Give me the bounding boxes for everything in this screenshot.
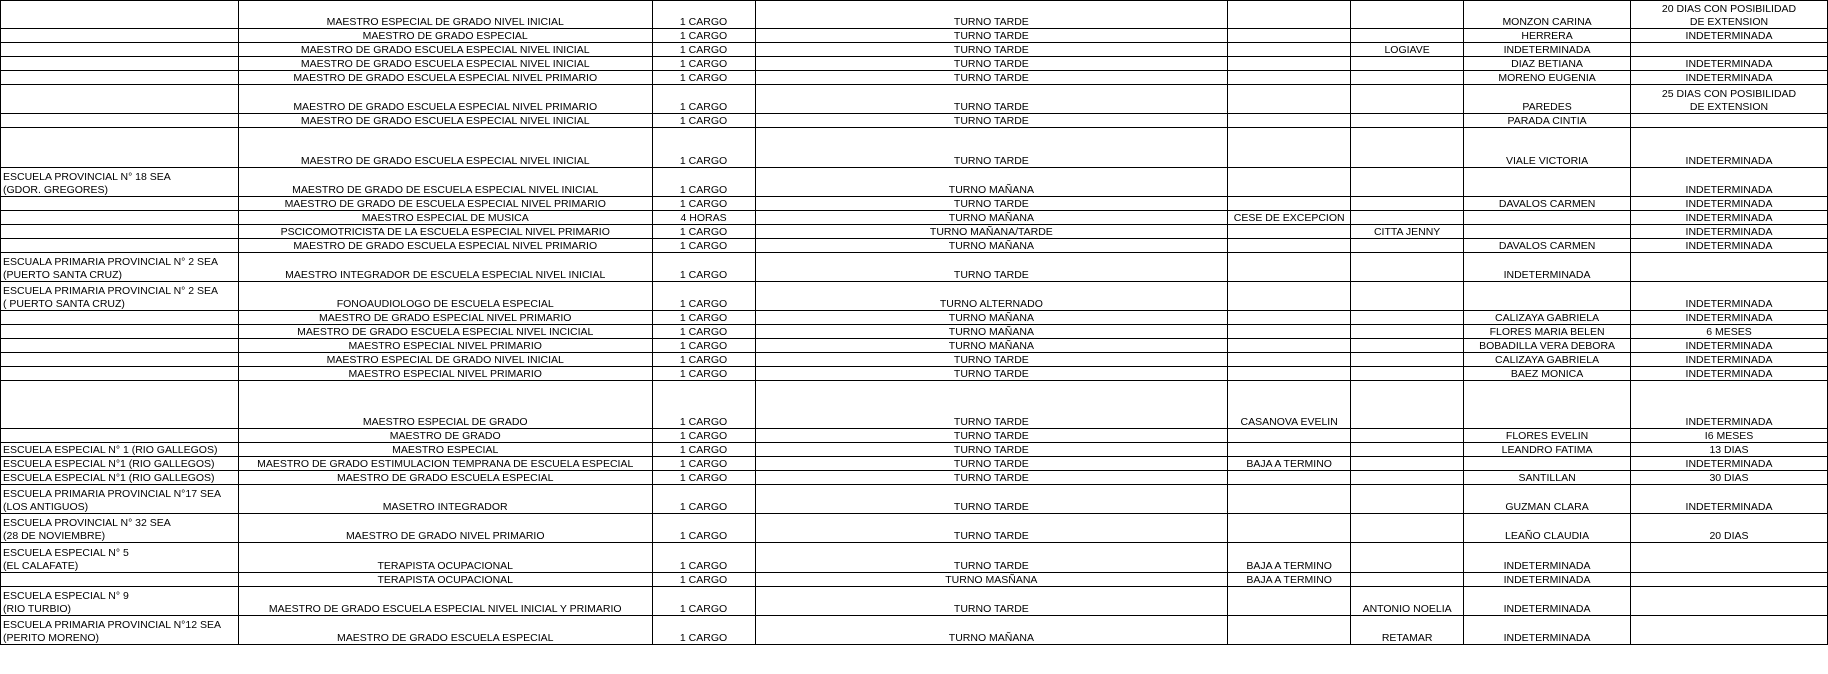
quantity-cell[interactable]: 1 CARGO bbox=[652, 471, 755, 485]
reason-cell[interactable] bbox=[1228, 471, 1351, 485]
shift-cell[interactable]: TURNO MAÑANA bbox=[755, 239, 1228, 253]
table-row bbox=[1, 353, 1828, 367]
holder-cell[interactable] bbox=[1351, 543, 1464, 573]
position-cell[interactable]: FONOAUDIOLOGO DE ESCUELA ESPECIAL bbox=[238, 282, 652, 311]
school-cell[interactable]: ESCUELA ESPECIAL N° 9 (RIO TURBIO) bbox=[1, 587, 239, 616]
reason-cell[interactable] bbox=[1228, 587, 1351, 616]
reason-cell[interactable] bbox=[1228, 114, 1351, 128]
shift-cell[interactable]: TURNO TARDE bbox=[755, 443, 1228, 457]
position-cell[interactable]: TERAPISTA OCUPACIONAL bbox=[238, 543, 652, 573]
holder-cell[interactable]: RETAMAR bbox=[1351, 616, 1464, 645]
duration-cell[interactable] bbox=[1631, 43, 1828, 57]
quantity-cell[interactable]: 1 CARGO bbox=[652, 225, 755, 239]
holder-cell[interactable]: LOGIAVE bbox=[1351, 43, 1464, 57]
shift-cell[interactable]: TURNO TARDE bbox=[755, 429, 1228, 443]
holder-cell[interactable] bbox=[1351, 114, 1464, 128]
table-row bbox=[1, 168, 1828, 197]
quantity-cell[interactable]: 1 CARGO bbox=[652, 587, 755, 616]
shift-cell[interactable]: TURNO TARDE bbox=[755, 128, 1228, 168]
table-row bbox=[1, 57, 1828, 71]
reason-cell[interactable] bbox=[1228, 253, 1351, 282]
school-cell[interactable] bbox=[1, 197, 239, 211]
replacement-cell[interactable]: INDETERMINADA bbox=[1464, 587, 1631, 616]
quantity-cell[interactable]: 1 CARGO bbox=[652, 485, 755, 514]
shift-cell[interactable]: TURNO ALTERNADO bbox=[755, 282, 1228, 311]
replacement-cell[interactable]: CALIZAYA GABRIELA bbox=[1464, 311, 1631, 325]
table-row bbox=[1, 381, 1828, 429]
quantity-cell[interactable]: 1 CARGO bbox=[652, 253, 755, 282]
school-cell[interactable]: ESCUELA PRIMARIA PROVINCIAL N°17 SEA (LOS ANTIGUOS) bbox=[1, 485, 239, 514]
quantity-cell[interactable]: 1 CARGO bbox=[652, 282, 755, 311]
duration-cell[interactable]: INDETERMINADA bbox=[1631, 457, 1828, 471]
quantity-cell[interactable]: 1 CARGO bbox=[652, 339, 755, 353]
holder-cell[interactable] bbox=[1351, 282, 1464, 311]
reason-cell[interactable] bbox=[1228, 85, 1351, 114]
position-cell[interactable]: MAESTRO DE GRADO ESCUELA ESPECIAL NIVEL PRIMARIO bbox=[238, 85, 652, 114]
reason-cell[interactable] bbox=[1228, 168, 1351, 197]
school-cell[interactable]: ESCUELA PROVINCIAL N° 18 SEA (GDOR. GREGORES) bbox=[1, 168, 239, 197]
reason-cell[interactable] bbox=[1228, 325, 1351, 339]
position-cell[interactable]: MAESTRO ESPECIAL DE GRADO bbox=[238, 381, 652, 429]
duration-cell[interactable]: INDETERMINADA bbox=[1631, 128, 1828, 168]
replacement-cell[interactable]: PARADA CINTIA bbox=[1464, 114, 1631, 128]
replacement-cell[interactable] bbox=[1464, 168, 1631, 197]
school-cell[interactable]: ESCUALA PRIMARIA PROVINCIAL N° 2 SEA (PUERTO SANTA CRUZ) bbox=[1, 253, 239, 282]
school-cell[interactable] bbox=[1, 239, 239, 253]
shift-cell[interactable]: TURNO TARDE bbox=[755, 485, 1228, 514]
school-cell[interactable]: ESCUELA ESPECIAL N° 5 (EL CALAFATE) bbox=[1, 543, 239, 573]
shift-cell[interactable]: TURNO MAÑANA bbox=[755, 168, 1228, 197]
holder-cell[interactable] bbox=[1351, 197, 1464, 211]
replacement-cell[interactable] bbox=[1464, 225, 1631, 239]
holder-cell[interactable] bbox=[1351, 71, 1464, 85]
position-cell[interactable]: MAESTRO ESPECIAL NIVEL PRIMARIO bbox=[238, 339, 652, 353]
duration-cell[interactable]: INDETERMINADA bbox=[1631, 367, 1828, 381]
duration-cell[interactable]: 20 DIAS CON POSIBILIDAD DE EXTENSION bbox=[1631, 1, 1828, 29]
holder-cell[interactable] bbox=[1351, 85, 1464, 114]
quantity-cell[interactable]: 1 CARGO bbox=[652, 457, 755, 471]
reason-cell[interactable] bbox=[1228, 71, 1351, 85]
quantity-cell[interactable]: 1 CARGO bbox=[652, 29, 755, 43]
duration-cell[interactable]: INDETERMINADA bbox=[1631, 29, 1828, 43]
table-row bbox=[1, 443, 1828, 457]
shift-cell[interactable]: TURNO TARDE bbox=[755, 587, 1228, 616]
duration-cell[interactable]: INDETERMINADA bbox=[1631, 239, 1828, 253]
position-cell[interactable]: PSCICOMOTRICISTA DE LA ESCUELA ESPECIAL NIVEL PRIMARIO bbox=[238, 225, 652, 239]
reason-cell[interactable] bbox=[1228, 57, 1351, 71]
replacement-cell[interactable]: LEANDRO FATIMA bbox=[1464, 443, 1631, 457]
shift-cell[interactable]: TURNO TARDE bbox=[755, 57, 1228, 71]
replacement-cell[interactable]: BAEZ MONICA bbox=[1464, 367, 1631, 381]
position-cell[interactable]: MAESTRO DE GRADO ESCUELA ESPECIAL NIVEL PRIMARIO bbox=[238, 71, 652, 85]
position-cell[interactable]: MAESTRO DE GRADO bbox=[238, 429, 652, 443]
duration-cell[interactable]: INDETERMINADA bbox=[1631, 282, 1828, 311]
table-row bbox=[1, 253, 1828, 282]
shift-cell[interactable]: TURNO TARDE bbox=[755, 367, 1228, 381]
replacement-cell[interactable] bbox=[1464, 211, 1631, 225]
duration-cell[interactable]: I6 MESES bbox=[1631, 429, 1828, 443]
reason-cell[interactable]: BAJA A TERMINO bbox=[1228, 457, 1351, 471]
school-cell[interactable] bbox=[1, 353, 239, 367]
position-cell[interactable]: MAESTRO DE GRADO ESTIMULACION TEMPRANA DE ESCUELA ESPECIAL bbox=[238, 457, 652, 471]
quantity-cell[interactable]: 1 CARGO bbox=[652, 85, 755, 114]
quantity-cell[interactable]: 1 CARGO bbox=[652, 197, 755, 211]
table-row bbox=[1, 616, 1828, 645]
holder-cell[interactable] bbox=[1351, 471, 1464, 485]
school-cell[interactable] bbox=[1, 85, 239, 114]
replacement-cell[interactable]: INDETERMINADA bbox=[1464, 43, 1631, 57]
duration-cell[interactable]: INDETERMINADA bbox=[1631, 339, 1828, 353]
quantity-cell[interactable]: 1 CARGO bbox=[652, 114, 755, 128]
quantity-cell[interactable]: 1 CARGO bbox=[652, 128, 755, 168]
shift-cell[interactable]: TURNO TARDE bbox=[755, 253, 1228, 282]
table-row bbox=[1, 471, 1828, 485]
table-row bbox=[1, 429, 1828, 443]
position-cell[interactable]: MAESTRO DE GRADO ESCUELA ESPECIAL NIVEL INICIAL bbox=[238, 114, 652, 128]
holder-cell[interactable] bbox=[1351, 239, 1464, 253]
school-cell[interactable] bbox=[1, 29, 239, 43]
shift-cell[interactable]: TURNO TARDE bbox=[755, 1, 1228, 29]
duration-cell[interactable]: 6 MESES bbox=[1631, 325, 1828, 339]
replacement-cell[interactable]: HERRERA bbox=[1464, 29, 1631, 43]
school-cell[interactable] bbox=[1, 367, 239, 381]
reason-cell[interactable] bbox=[1228, 339, 1351, 353]
position-cell[interactable]: MAESTRO DE GRADO ESCUELA ESPECIAL NIVEL INCICIAL bbox=[238, 325, 652, 339]
reason-cell[interactable] bbox=[1228, 43, 1351, 57]
reason-cell[interactable] bbox=[1228, 311, 1351, 325]
shift-cell[interactable]: TURNO MAÑANA bbox=[755, 311, 1228, 325]
quantity-cell[interactable]: 1 CARGO bbox=[652, 168, 755, 197]
table-row bbox=[1, 367, 1828, 381]
holder-cell[interactable] bbox=[1351, 325, 1464, 339]
shift-cell[interactable]: TURNO TARDE bbox=[755, 543, 1228, 573]
school-cell[interactable]: ESCUELA PRIMARIA PROVINCIAL N° 2 SEA ( PUERTO SANTA CRUZ) bbox=[1, 282, 239, 311]
replacement-cell[interactable]: DIAZ BETIANA bbox=[1464, 57, 1631, 71]
table-row bbox=[1, 587, 1828, 616]
duration-cell[interactable]: 20 DIAS bbox=[1631, 514, 1828, 543]
holder-cell[interactable] bbox=[1351, 339, 1464, 353]
holder-cell[interactable] bbox=[1351, 211, 1464, 225]
holder-cell[interactable] bbox=[1351, 573, 1464, 587]
replacement-cell[interactable] bbox=[1464, 457, 1631, 471]
duration-cell[interactable]: INDETERMINADA bbox=[1631, 211, 1828, 225]
replacement-cell[interactable]: CALIZAYA GABRIELA bbox=[1464, 353, 1631, 367]
quantity-cell[interactable]: 1 CARGO bbox=[652, 57, 755, 71]
duration-cell[interactable]: INDETERMINADA bbox=[1631, 311, 1828, 325]
position-cell[interactable]: MAESTRO DE GRADO ESCUELA ESPECIAL bbox=[238, 471, 652, 485]
shift-cell[interactable]: TURNO TARDE bbox=[755, 114, 1228, 128]
shift-cell[interactable]: TURNO TARDE bbox=[755, 381, 1228, 429]
position-cell[interactable]: MAESTRO ESPECIAL DE GRADO NIVEL INICIAL bbox=[238, 1, 652, 29]
shift-cell[interactable]: TURNO TARDE bbox=[755, 29, 1228, 43]
holder-cell[interactable] bbox=[1351, 353, 1464, 367]
table-row bbox=[1, 457, 1828, 471]
quantity-cell[interactable]: 4 HORAS bbox=[652, 211, 755, 225]
school-cell[interactable] bbox=[1, 114, 239, 128]
reason-cell[interactable]: CASANOVA EVELIN bbox=[1228, 381, 1351, 429]
position-cell[interactable]: MAESTRO ESPECIAL bbox=[238, 443, 652, 457]
reason-cell[interactable]: BAJA A TERMINO bbox=[1228, 543, 1351, 573]
reason-cell[interactable] bbox=[1228, 197, 1351, 211]
table-body bbox=[1, 1, 1828, 645]
holder-cell[interactable] bbox=[1351, 311, 1464, 325]
school-cell[interactable] bbox=[1, 311, 239, 325]
table-row bbox=[1, 339, 1828, 353]
replacement-cell[interactable]: MORENO EUGENIA bbox=[1464, 71, 1631, 85]
quantity-cell[interactable]: 1 CARGO bbox=[652, 573, 755, 587]
quantity-cell[interactable]: 1 CARGO bbox=[652, 71, 755, 85]
position-cell[interactable]: MASETRO INTEGRADOR bbox=[238, 485, 652, 514]
holder-cell[interactable] bbox=[1351, 168, 1464, 197]
replacement-cell[interactable]: DAVALOS CARMEN bbox=[1464, 239, 1631, 253]
shift-cell[interactable]: TURNO TARDE bbox=[755, 353, 1228, 367]
table-row bbox=[1, 71, 1828, 85]
school-cell[interactable] bbox=[1, 57, 239, 71]
reason-cell[interactable]: CESE DE EXCEPCION bbox=[1228, 211, 1351, 225]
table-row bbox=[1, 311, 1828, 325]
duration-cell[interactable] bbox=[1631, 573, 1828, 587]
table-row bbox=[1, 573, 1828, 587]
shift-cell[interactable]: TURNO TARDE bbox=[755, 457, 1228, 471]
shift-cell[interactable]: TURNO TARDE bbox=[755, 43, 1228, 57]
table-row bbox=[1, 114, 1828, 128]
table-row bbox=[1, 211, 1828, 225]
replacement-cell[interactable]: DAVALOS CARMEN bbox=[1464, 197, 1631, 211]
position-cell[interactable]: MAESTRO DE GRADO ESPECIAL NIVEL PRIMARIO bbox=[238, 311, 652, 325]
school-cell[interactable] bbox=[1, 128, 239, 168]
reason-cell[interactable] bbox=[1228, 429, 1351, 443]
holder-cell[interactable] bbox=[1351, 29, 1464, 43]
shift-cell[interactable]: TURNO MASÑANA bbox=[755, 573, 1228, 587]
reason-cell[interactable] bbox=[1228, 514, 1351, 543]
duration-cell[interactable] bbox=[1631, 543, 1828, 573]
reason-cell[interactable] bbox=[1228, 282, 1351, 311]
holder-cell[interactable]: ANTONIO NOELIA bbox=[1351, 587, 1464, 616]
reason-cell[interactable] bbox=[1228, 239, 1351, 253]
replacement-cell[interactable]: INDETERMINADA bbox=[1464, 543, 1631, 573]
school-cell[interactable] bbox=[1, 573, 239, 587]
reason-cell[interactable] bbox=[1228, 1, 1351, 29]
holder-cell[interactable] bbox=[1351, 128, 1464, 168]
shift-cell[interactable]: TURNO MAÑANA bbox=[755, 616, 1228, 645]
duration-cell[interactable]: INDETERMINADA bbox=[1631, 225, 1828, 239]
table-row bbox=[1, 485, 1828, 514]
reason-cell[interactable] bbox=[1228, 443, 1351, 457]
holder-cell[interactable] bbox=[1351, 429, 1464, 443]
quantity-cell[interactable]: 1 CARGO bbox=[652, 429, 755, 443]
reason-cell[interactable] bbox=[1228, 225, 1351, 239]
quantity-cell[interactable]: 1 CARGO bbox=[652, 311, 755, 325]
duration-cell[interactable]: 25 DIAS CON POSIBILIDAD DE EXTENSION bbox=[1631, 85, 1828, 114]
position-cell[interactable]: TERAPISTA OCUPACIONAL bbox=[238, 573, 652, 587]
replacement-cell[interactable]: GUZMAN CLARA bbox=[1464, 485, 1631, 514]
table-row bbox=[1, 29, 1828, 43]
reason-cell[interactable] bbox=[1228, 29, 1351, 43]
replacement-cell[interactable]: INDETERMINADA bbox=[1464, 573, 1631, 587]
position-cell[interactable]: MAESTRO DE GRADO ESCUELA ESPECIAL NIVEL INICIAL Y PRIMARIO bbox=[238, 587, 652, 616]
replacement-cell[interactable]: MONZON CARINA bbox=[1464, 1, 1631, 29]
school-cell[interactable] bbox=[1, 339, 239, 353]
table-row bbox=[1, 514, 1828, 543]
shift-cell[interactable]: TURNO TARDE bbox=[755, 197, 1228, 211]
quantity-cell[interactable]: 1 CARGO bbox=[652, 353, 755, 367]
table-row bbox=[1, 239, 1828, 253]
holder-cell[interactable] bbox=[1351, 457, 1464, 471]
quantity-cell[interactable]: 1 CARGO bbox=[652, 514, 755, 543]
replacement-cell[interactable]: LEAÑO CLAUDIA bbox=[1464, 514, 1631, 543]
quantity-cell[interactable]: 1 CARGO bbox=[652, 367, 755, 381]
duration-cell[interactable] bbox=[1631, 587, 1828, 616]
position-cell[interactable]: MAESTRO DE GRADO ESCUELA ESPECIAL bbox=[238, 616, 652, 645]
duration-cell[interactable]: INDETERMINADA bbox=[1631, 71, 1828, 85]
position-cell[interactable]: MAESTRO ESPECIAL DE GRADO NIVEL INICIAL bbox=[238, 353, 652, 367]
position-cell[interactable]: MAESTRO DE GRADO ESCUELA ESPECIAL NIVEL INICIAL bbox=[238, 43, 652, 57]
position-cell[interactable]: MAESTRO DE GRADO NIVEL PRIMARIO bbox=[238, 514, 652, 543]
school-cell[interactable] bbox=[1, 1, 239, 29]
duration-cell[interactable] bbox=[1631, 616, 1828, 645]
replacement-cell[interactable]: FLORES MARIA BELEN bbox=[1464, 325, 1631, 339]
reason-cell[interactable] bbox=[1228, 485, 1351, 514]
quantity-cell[interactable]: 1 CARGO bbox=[652, 43, 755, 57]
replacement-cell[interactable]: SANTILLAN bbox=[1464, 471, 1631, 485]
school-cell[interactable]: ESCUELA ESPECIAL N°1 (RIO GALLEGOS) bbox=[1, 471, 239, 485]
holder-cell[interactable] bbox=[1351, 367, 1464, 381]
holder-cell[interactable] bbox=[1351, 57, 1464, 71]
quantity-cell[interactable]: 1 CARGO bbox=[652, 381, 755, 429]
reason-cell[interactable]: BAJA A TERMINO bbox=[1228, 573, 1351, 587]
position-cell[interactable]: MAESTRO DE GRADO ESCUELA ESPECIAL NIVEL INICIAL bbox=[238, 57, 652, 71]
shift-cell[interactable]: TURNO TARDE bbox=[755, 514, 1228, 543]
holder-cell[interactable] bbox=[1351, 443, 1464, 457]
replacement-cell[interactable]: VIALE VICTORIA bbox=[1464, 128, 1631, 168]
replacement-cell[interactable]: FLORES EVELIN bbox=[1464, 429, 1631, 443]
duration-cell[interactable]: 30 DIAS bbox=[1631, 471, 1828, 485]
holder-cell[interactable]: CITTA JENNY bbox=[1351, 225, 1464, 239]
table-row bbox=[1, 282, 1828, 311]
replacement-cell[interactable]: INDETERMINADA bbox=[1464, 253, 1631, 282]
school-cell[interactable] bbox=[1, 325, 239, 339]
shift-cell[interactable]: TURNO MAÑANA/TARDE bbox=[755, 225, 1228, 239]
school-cell[interactable] bbox=[1, 211, 239, 225]
duration-cell[interactable] bbox=[1631, 253, 1828, 282]
duration-cell[interactable]: INDETERMINADA bbox=[1631, 353, 1828, 367]
replacement-cell[interactable]: INDETERMINADA bbox=[1464, 616, 1631, 645]
replacement-cell[interactable] bbox=[1464, 282, 1631, 311]
position-cell[interactable]: MAESTRO DE GRADO DE ESCUELA ESPECIAL NIVEL PRIMARIO bbox=[238, 197, 652, 211]
replacement-cell[interactable]: PAREDES bbox=[1464, 85, 1631, 114]
holder-cell[interactable] bbox=[1351, 253, 1464, 282]
quantity-cell[interactable]: 1 CARGO bbox=[652, 1, 755, 29]
quantity-cell[interactable]: 1 CARGO bbox=[652, 543, 755, 573]
position-cell[interactable]: MAESTRO ESPECIAL NIVEL PRIMARIO bbox=[238, 367, 652, 381]
position-cell[interactable]: MAESTRO DE GRADO ESPECIAL bbox=[238, 29, 652, 43]
duration-cell[interactable]: INDETERMINADA bbox=[1631, 168, 1828, 197]
quantity-cell[interactable]: 1 CARGO bbox=[652, 239, 755, 253]
reason-cell[interactable] bbox=[1228, 128, 1351, 168]
position-cell[interactable]: MAESTRO DE GRADO ESCUELA ESPECIAL NIVEL PRIMARIO bbox=[238, 239, 652, 253]
holder-cell[interactable] bbox=[1351, 381, 1464, 429]
shift-cell[interactable]: TURNO MAÑANA bbox=[755, 325, 1228, 339]
holder-cell[interactable] bbox=[1351, 485, 1464, 514]
school-cell[interactable]: ESCUELA PRIMARIA PROVINCIAL N°12 SEA (PERITO MORENO) bbox=[1, 616, 239, 645]
position-cell[interactable]: MAESTRO ESPECIAL DE MUSICA bbox=[238, 211, 652, 225]
holder-cell[interactable] bbox=[1351, 514, 1464, 543]
table-row bbox=[1, 197, 1828, 211]
duration-cell[interactable]: INDETERMINADA bbox=[1631, 381, 1828, 429]
table-row bbox=[1, 1, 1828, 29]
position-cell[interactable]: MAESTRO DE GRADO DE ESCUELA ESPECIAL NIVEL INICIAL bbox=[238, 168, 652, 197]
quantity-cell[interactable]: 1 CARGO bbox=[652, 325, 755, 339]
shift-cell[interactable]: TURNO MAÑANA bbox=[755, 339, 1228, 353]
duration-cell[interactable]: INDETERMINADA bbox=[1631, 57, 1828, 71]
school-cell[interactable] bbox=[1, 381, 239, 429]
shift-cell[interactable]: TURNO TARDE bbox=[755, 85, 1228, 114]
duration-cell[interactable] bbox=[1631, 114, 1828, 128]
table-row bbox=[1, 543, 1828, 573]
holder-cell[interactable] bbox=[1351, 1, 1464, 29]
school-cell[interactable] bbox=[1, 225, 239, 239]
school-cell[interactable] bbox=[1, 429, 239, 443]
replacement-cell[interactable] bbox=[1464, 381, 1631, 429]
replacement-cell[interactable]: BOBADILLA VERA DEBORA bbox=[1464, 339, 1631, 353]
shift-cell[interactable]: TURNO TARDE bbox=[755, 471, 1228, 485]
school-cell[interactable] bbox=[1, 43, 239, 57]
school-cell[interactable]: ESCUELA PROVINCIAL N° 32 SEA (28 DE NOVIEMBRE) bbox=[1, 514, 239, 543]
quantity-cell[interactable]: 1 CARGO bbox=[652, 443, 755, 457]
table-row bbox=[1, 128, 1828, 168]
shift-cell[interactable]: TURNO MAÑANA bbox=[755, 211, 1228, 225]
duration-cell[interactable]: INDETERMINADA bbox=[1631, 197, 1828, 211]
duration-cell[interactable]: INDETERMINADA bbox=[1631, 485, 1828, 514]
duration-cell[interactable]: 13 DIAS bbox=[1631, 443, 1828, 457]
table-row bbox=[1, 43, 1828, 57]
school-cell[interactable] bbox=[1, 71, 239, 85]
school-cell[interactable]: ESCUELA ESPECIAL N° 1 (RIO GALLEGOS) bbox=[1, 443, 239, 457]
reason-cell[interactable] bbox=[1228, 353, 1351, 367]
table-row bbox=[1, 85, 1828, 114]
position-cell[interactable]: MAESTRO DE GRADO ESCUELA ESPECIAL NIVEL INICIAL bbox=[238, 128, 652, 168]
reason-cell[interactable] bbox=[1228, 616, 1351, 645]
quantity-cell[interactable]: 1 CARGO bbox=[652, 616, 755, 645]
table-row bbox=[1, 325, 1828, 339]
shift-cell[interactable]: TURNO TARDE bbox=[755, 71, 1228, 85]
table-row bbox=[1, 225, 1828, 239]
school-cell[interactable]: ESCUELA ESPECIAL N°1 (RIO GALLEGOS) bbox=[1, 457, 239, 471]
position-cell[interactable]: MAESTRO INTEGRADOR DE ESCUELA ESPECIAL NIVEL INICIAL bbox=[238, 253, 652, 282]
reason-cell[interactable] bbox=[1228, 367, 1351, 381]
